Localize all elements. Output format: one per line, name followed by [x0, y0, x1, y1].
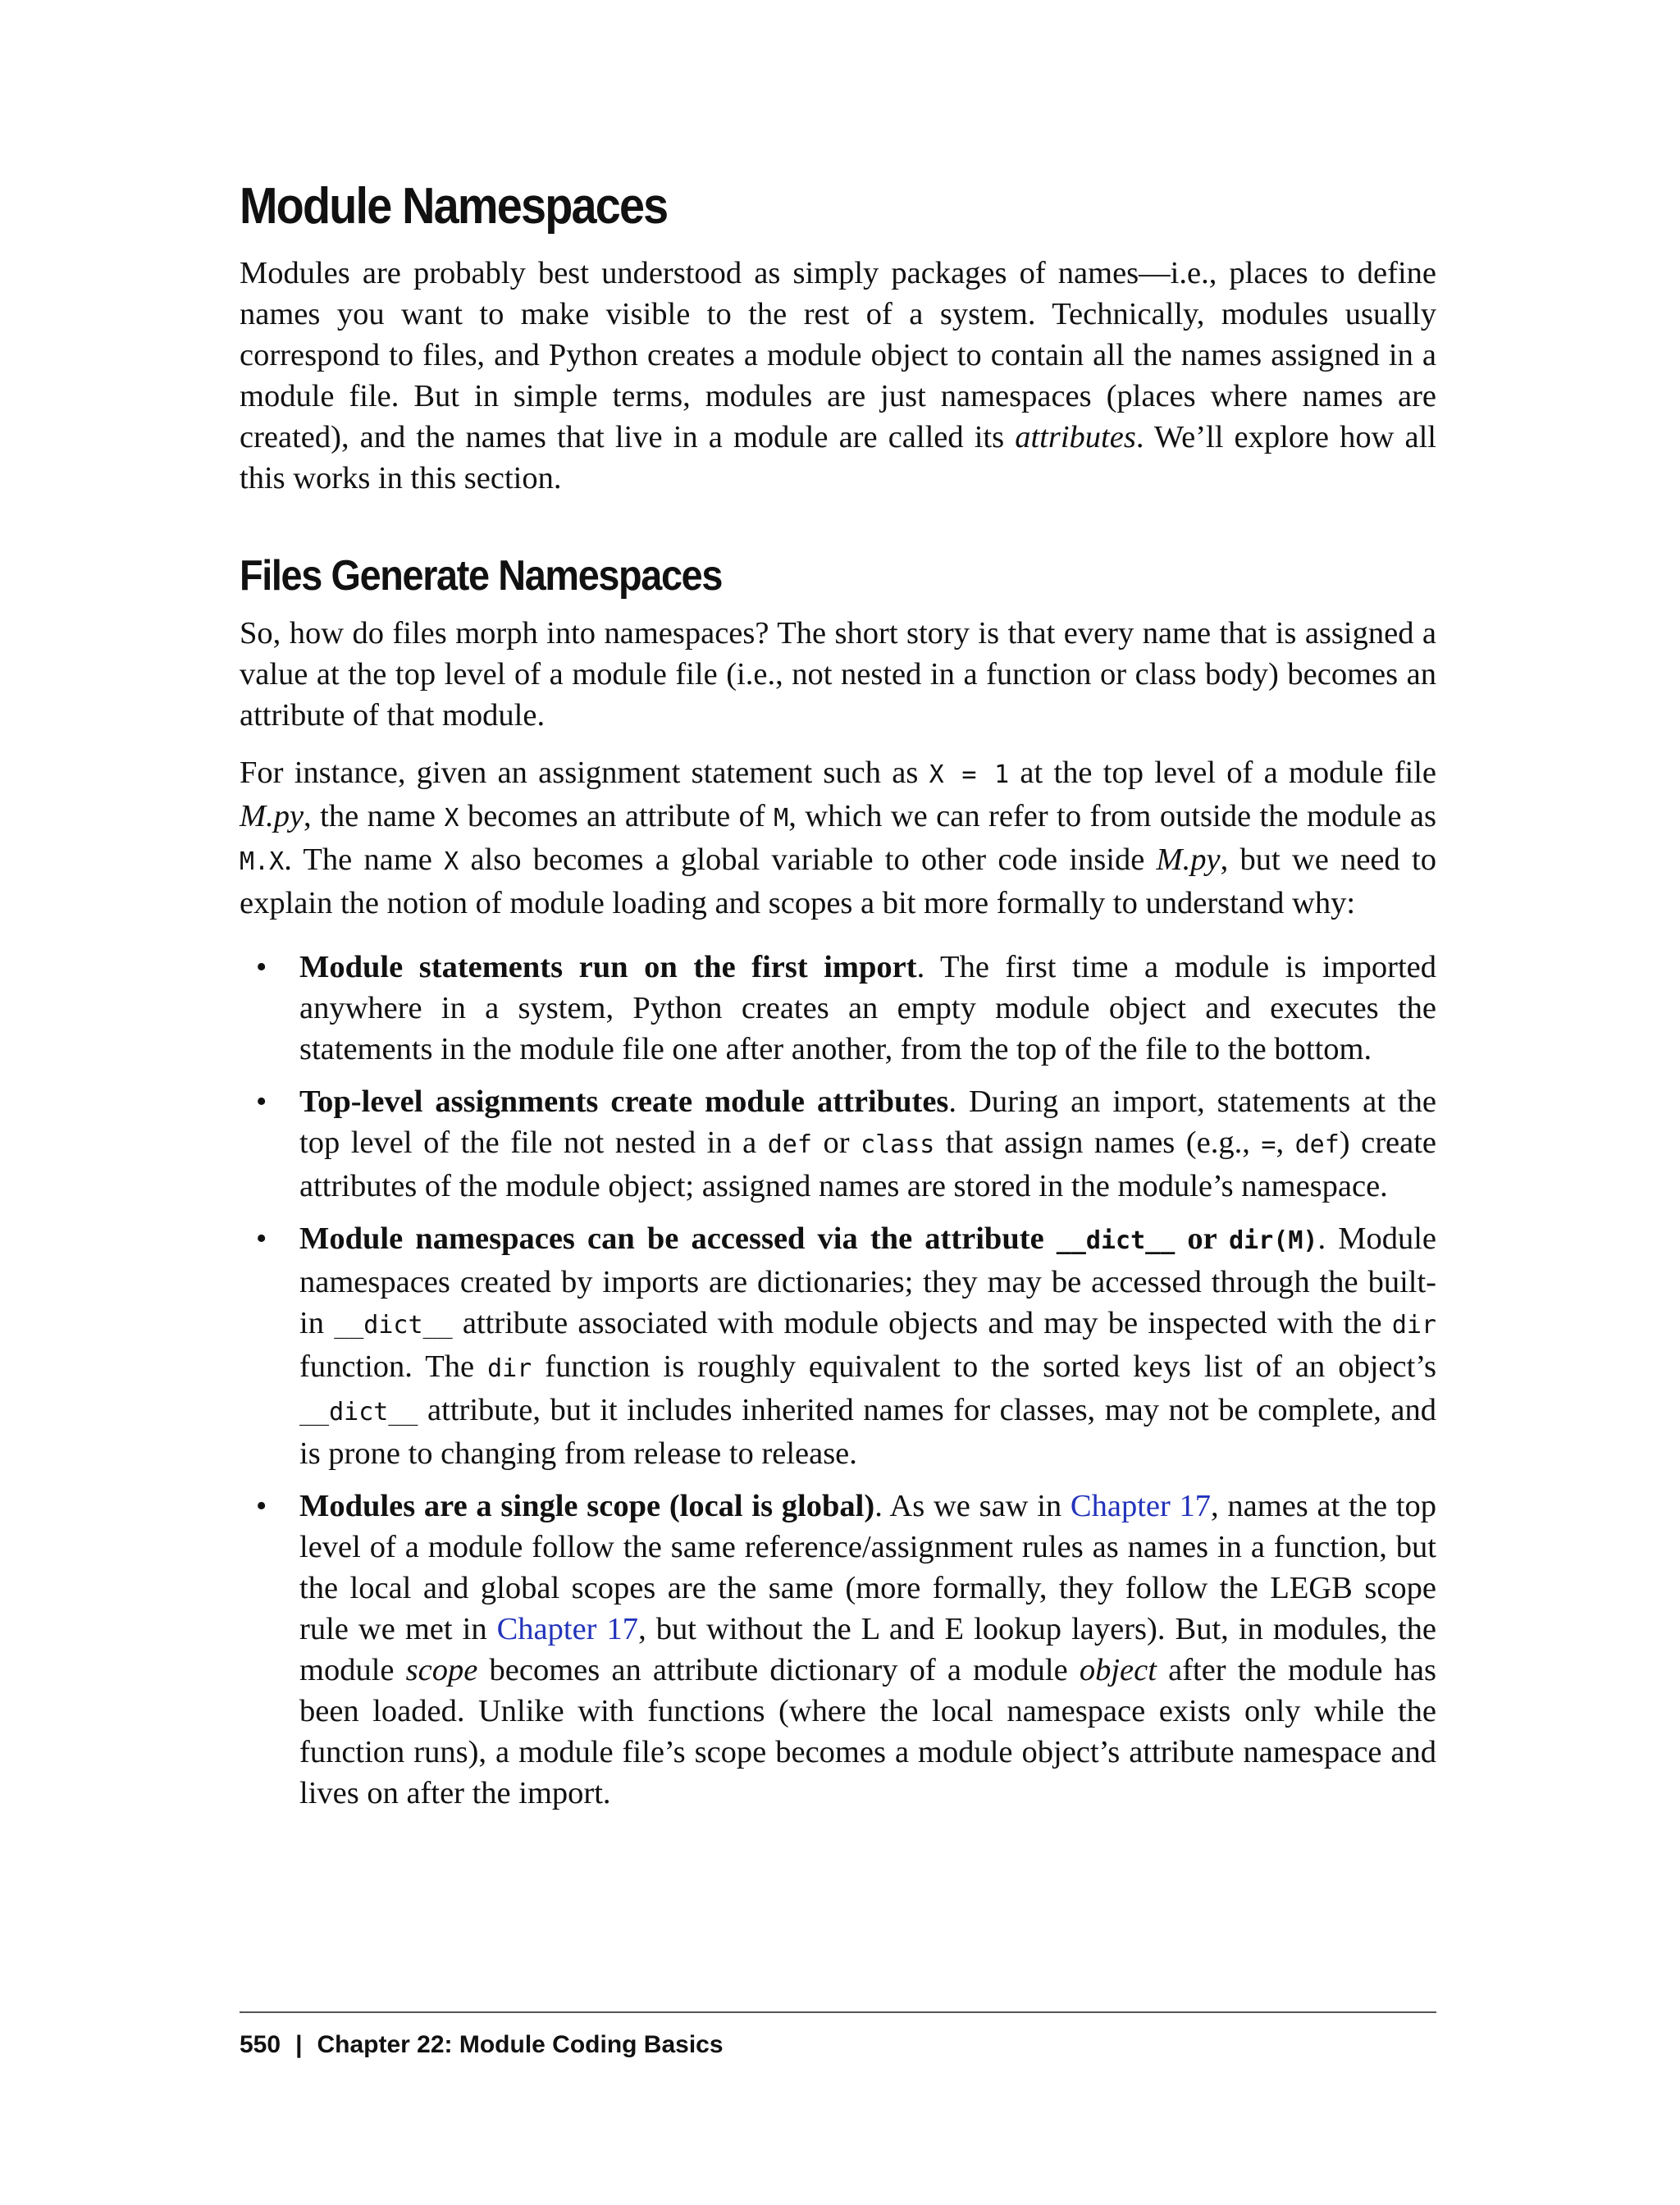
list-item: • Module statements run on the first import. The first time a module is imported anywhere in a system, Python creates an empty module object and executes the statements in the module file one after another, from the top of the file to the bottom. [240, 947, 1436, 1070]
chapter-17-link[interactable]: Chapter 17 [496, 1612, 639, 1647]
bullet-icon: • [256, 1084, 267, 1120]
bullet-icon: • [256, 1489, 267, 1524]
intro-paragraph: Modules are probably best understood as simply packages of names—i.e., places to define names you want to make visible to the rest of a system. Technically, modules usually correspond to files, and Python creates a module object to contain all the names assigned in a module file. But in simple terms, modules are just namespaces (places where names are created), and the names that live in a module are called its attributes. We’ll explore how all this works in this section. [240, 256, 1436, 496]
list-item: • Top-level assignments create module attributes. During an import, statements at the top level of the file not nested in a def or class that assign names (e.g., =, def) create attributes of the module object; assigned names are stored in the module’s namespace. [240, 1081, 1436, 1207]
page-footer [240, 2011, 1436, 2059]
bullet-icon: • [256, 950, 267, 985]
bullet-icon: • [256, 1221, 267, 1257]
page-number: 550 [240, 2031, 281, 2058]
paragraph-for-instance: For instance, given an assignment statement such as X = 1 at the top level of a module file M.py, the name X becomes an attribute of M, which we can refer to from outside the module as M.X. The name X also becomes a global variable to other code inside M.py, but we need to explain the notion of module loading and scopes a bit more formally to understand why: [240, 756, 1437, 921]
chapter-title: Chapter 22: Module Coding Basics [317, 2031, 724, 2058]
list-item: • Modules are a single scope (local is global). As we saw in Chapter 17, names at the top level of a module follow the same reference/assignment rules as names in a function, but the local and global scopes are the same (more formally, they follow the LEGB scope rule we met in Chapter 17, but without the L and E lookup layers). But, in modules, the module scope becomes an attribute dictionary of a module object after the module has been loaded. Unlike with functions (where the local namespace exists only while the function runs), a module file’s scope becomes a module object’s attribute namespace and lives on after the import. [240, 1486, 1436, 1814]
subsection-heading: Files Generate Namespaces [240, 552, 722, 600]
footer-separator: | [295, 2031, 303, 2058]
chapter-17-link[interactable]: Chapter 17 [1070, 1489, 1212, 1524]
list-item: • Module namespaces can be accessed via the attribute __dict__ or dir(M). Module namespaces created by imports are dictionaries; they may be accessed through the built-in __dict__ attribute associated with module objects and may be inspected with the dir function. The dir function is roughly equivalent to the sorted keys list of an object’s __dict__ attribute, but it includes inherited names for classes, may not be complete, and is prone to changing from release to release. [240, 1218, 1436, 1474]
section-heading: Module Namespaces [240, 178, 668, 235]
paragraph-files-morph: So, how do files morph into namespaces? The short story is that every name that is assigned a value at the top level of a module file (i.e., not nested in a function or class body) becomes an attribute of that module. [240, 616, 1436, 733]
page-content [240, 179, 1436, 1825]
bullet-list [240, 947, 1436, 1814]
